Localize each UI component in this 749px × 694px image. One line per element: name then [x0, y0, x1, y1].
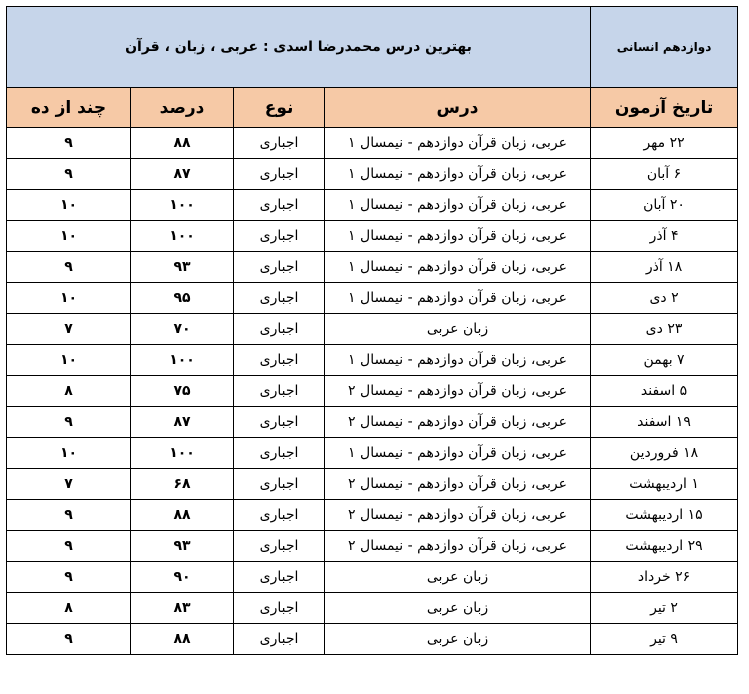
cell-course: عربی، زبان قرآن دوازدهم - نیمسال ۲ — [325, 531, 591, 562]
results-sheet — [6, 6, 737, 655]
cell-course: عربی، زبان قرآن دوازدهم - نیمسال ۱ — [325, 190, 591, 221]
cell-score: ۱۰ — [7, 190, 131, 221]
cell-score: ۱۰ — [7, 345, 131, 376]
cell-course: عربی، زبان قرآن دوازدهم - نیمسال ۲ — [325, 376, 591, 407]
cell-date: ۲۰ آبان — [591, 190, 738, 221]
table-row — [7, 190, 738, 221]
column-header-course: درس — [325, 88, 591, 128]
table-row — [7, 531, 738, 562]
table-row — [7, 252, 738, 283]
cell-score: ۱۰ — [7, 283, 131, 314]
cell-date: ۷ بهمن — [591, 345, 738, 376]
cell-kind: اجباری — [234, 562, 325, 593]
cell-percent: ۷۰ — [131, 314, 234, 345]
results-table — [6, 6, 738, 655]
column-header-kind: نوع — [234, 88, 325, 128]
cell-percent: ۸۳ — [131, 593, 234, 624]
cell-percent: ۸۸ — [131, 624, 234, 655]
cell-kind: اجباری — [234, 407, 325, 438]
cell-score: ۱۰ — [7, 438, 131, 469]
cell-percent: ۹۳ — [131, 252, 234, 283]
cell-course: زبان عربی — [325, 562, 591, 593]
cell-date: ۱ اردیبهشت — [591, 469, 738, 500]
cell-course: عربی، زبان قرآن دوازدهم - نیمسال ۲ — [325, 500, 591, 531]
table-row — [7, 283, 738, 314]
cell-course: عربی، زبان قرآن دوازدهم - نیمسال ۲ — [325, 469, 591, 500]
cell-percent: ۱۰۰ — [131, 438, 234, 469]
cell-kind: اجباری — [234, 128, 325, 159]
table-row — [7, 469, 738, 500]
cell-course: عربی، زبان قرآن دوازدهم - نیمسال ۱ — [325, 159, 591, 190]
cell-percent: ۹۰ — [131, 562, 234, 593]
cell-score: ۹ — [7, 159, 131, 190]
cell-score: ۹ — [7, 531, 131, 562]
cell-percent: ۸۷ — [131, 159, 234, 190]
cell-kind: اجباری — [234, 345, 325, 376]
cell-date: ۲ دی — [591, 283, 738, 314]
cell-percent: ۸۷ — [131, 407, 234, 438]
grade-label: دوازدهم انسانی — [591, 7, 738, 88]
cell-score: ۹ — [7, 128, 131, 159]
cell-percent: ۷۵ — [131, 376, 234, 407]
cell-score: ۸ — [7, 376, 131, 407]
cell-kind: اجباری — [234, 500, 325, 531]
column-header-score: چند از ده — [7, 88, 131, 128]
table-row — [7, 159, 738, 190]
cell-date: ۲۶ خرداد — [591, 562, 738, 593]
cell-course: زبان عربی — [325, 624, 591, 655]
cell-score: ۷ — [7, 469, 131, 500]
cell-kind: اجباری — [234, 283, 325, 314]
cell-kind: اجباری — [234, 531, 325, 562]
cell-date: ۲۳ دی — [591, 314, 738, 345]
table-row — [7, 500, 738, 531]
cell-date: ۲۹ اردیبهشت — [591, 531, 738, 562]
cell-course: عربی، زبان قرآن دوازدهم - نیمسال ۱ — [325, 283, 591, 314]
cell-percent: ۱۰۰ — [131, 221, 234, 252]
cell-score: ۹ — [7, 562, 131, 593]
column-header-date: تاریخ آزمون — [591, 88, 738, 128]
table-row — [7, 407, 738, 438]
cell-kind: اجباری — [234, 469, 325, 500]
cell-score: ۹ — [7, 407, 131, 438]
cell-kind: اجباری — [234, 624, 325, 655]
table-row — [7, 562, 738, 593]
cell-score: ۹ — [7, 500, 131, 531]
cell-kind: اجباری — [234, 252, 325, 283]
cell-date: ۱۵ اردیبهشت — [591, 500, 738, 531]
cell-course: عربی، زبان قرآن دوازدهم - نیمسال ۱ — [325, 438, 591, 469]
cell-course: عربی، زبان قرآن دوازدهم - نیمسال ۱ — [325, 221, 591, 252]
table-row — [7, 221, 738, 252]
cell-kind: اجباری — [234, 438, 325, 469]
cell-score: ۸ — [7, 593, 131, 624]
cell-percent: ۸۸ — [131, 128, 234, 159]
cell-score: ۹ — [7, 624, 131, 655]
cell-course: عربی، زبان قرآن دوازدهم - نیمسال ۱ — [325, 252, 591, 283]
cell-kind: اجباری — [234, 159, 325, 190]
table-row — [7, 624, 738, 655]
cell-kind: اجباری — [234, 221, 325, 252]
cell-kind: اجباری — [234, 314, 325, 345]
page-title: بهترین درس محمدرضا اسدی : عربی ، زبان ، قرآن — [7, 7, 591, 88]
cell-percent: ۹۵ — [131, 283, 234, 314]
header-row — [7, 88, 738, 128]
cell-date: ۴ آذر — [591, 221, 738, 252]
table-row — [7, 345, 738, 376]
cell-course: عربی، زبان قرآن دوازدهم - نیمسال ۱ — [325, 345, 591, 376]
cell-kind: اجباری — [234, 376, 325, 407]
cell-percent: ۱۰۰ — [131, 345, 234, 376]
cell-course: عربی، زبان قرآن دوازدهم - نیمسال ۲ — [325, 407, 591, 438]
cell-date: ۱۸ فروردین — [591, 438, 738, 469]
cell-score: ۱۰ — [7, 221, 131, 252]
cell-kind: اجباری — [234, 593, 325, 624]
cell-kind: اجباری — [234, 190, 325, 221]
table-row — [7, 376, 738, 407]
cell-date: ۲۲ مهر — [591, 128, 738, 159]
cell-course: زبان عربی — [325, 314, 591, 345]
table-row — [7, 314, 738, 345]
cell-percent: ۶۸ — [131, 469, 234, 500]
table-row — [7, 593, 738, 624]
cell-percent: ۹۳ — [131, 531, 234, 562]
cell-course: زبان عربی — [325, 593, 591, 624]
cell-percent: ۸۸ — [131, 500, 234, 531]
column-header-percent: درصد — [131, 88, 234, 128]
cell-percent: ۱۰۰ — [131, 190, 234, 221]
cell-date: ۹ تیر — [591, 624, 738, 655]
cell-date: ۲ تیر — [591, 593, 738, 624]
cell-date: ۶ آبان — [591, 159, 738, 190]
table-row — [7, 438, 738, 469]
table-row — [7, 128, 738, 159]
cell-score: ۹ — [7, 252, 131, 283]
cell-date: ۵ اسفند — [591, 376, 738, 407]
cell-course: عربی، زبان قرآن دوازدهم - نیمسال ۱ — [325, 128, 591, 159]
cell-date: ۱۸ آذر — [591, 252, 738, 283]
banner-row — [7, 7, 738, 88]
cell-score: ۷ — [7, 314, 131, 345]
cell-date: ۱۹ اسفند — [591, 407, 738, 438]
